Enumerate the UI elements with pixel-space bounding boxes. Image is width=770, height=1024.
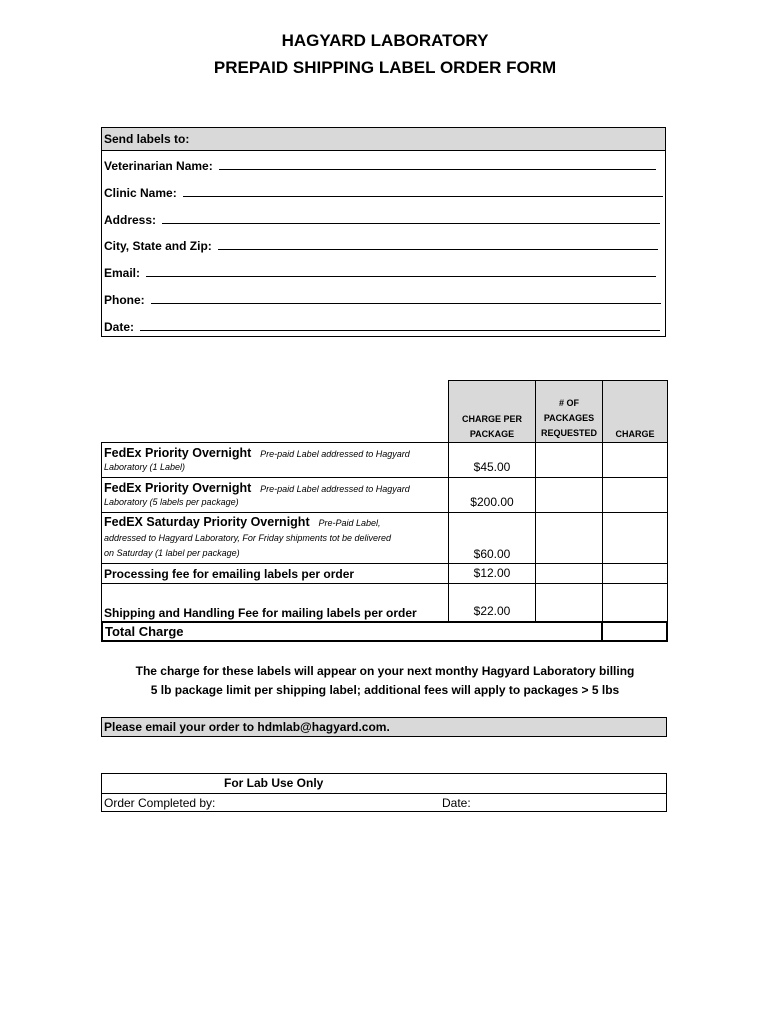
packages-input[interactable] [535,583,603,622]
form-subtitle: PREPAID SHIPPING LABEL ORDER FORM [213,58,557,77]
send-labels-section [101,127,666,337]
item-price: $60.00 [448,512,536,564]
total-charge-label: Total Charge [105,624,184,639]
email-field[interactable]: Email: [102,258,665,285]
phone-field[interactable]: Phone: [102,285,665,312]
packages-input[interactable] [535,477,603,513]
col-charge: CHARGE [602,380,668,443]
col-packages-requested: # OF PACKAGES REQUESTED [535,380,603,443]
form-title: HAGYARD LABORATORY [281,31,489,50]
charge-input[interactable] [602,583,668,622]
col-charge-per-package: CHARGE PER PACKAGE [448,380,536,443]
date-field[interactable]: Date: [102,312,665,339]
packages-input[interactable] [535,563,603,584]
item-price: $22.00 [448,583,536,622]
lab-use-heading: For Lab Use Only [102,774,666,794]
charge-input[interactable] [602,512,668,564]
item-row: Processing fee for emailing labels per order [101,563,449,584]
item-price: $45.00 [448,442,536,478]
charge-input[interactable] [602,442,668,478]
send-labels-heading: Send labels to: [102,128,665,151]
charge-input[interactable] [602,563,668,584]
total-charge-row [101,621,603,642]
lab-use-section [101,773,667,812]
packages-input[interactable] [535,512,603,564]
item-price: $200.00 [448,477,536,513]
address-field[interactable]: Address: [102,205,665,232]
city-state-zip-field[interactable]: City, State and Zip: [102,231,665,258]
item-row: FedEx Priority Overnight Pre-paid Label addressed to Hagyard Laboratory (5 labels per package) [101,477,449,513]
clinic-name-field[interactable]: Clinic Name: [102,178,665,205]
total-charge-input[interactable] [601,621,668,642]
item-row: FedEx Priority Overnight Pre-paid Label addressed to Hagyard Laboratory (1 Label) [101,442,449,478]
item-price: $12.00 [448,563,536,584]
billing-note: The charge for these labels will appear on your next monthy Hagyard Laboratory billing [135,664,635,678]
item-row: FedEX Saturday Priority Overnight Pre-Paid Label, addressed to Hagyard Laboratory, For Friday shipments tot be delivered on Saturday (1 label per package) [101,512,449,564]
charge-input[interactable] [602,477,668,513]
order-completed-by-label: Order Completed by: [104,796,216,810]
lab-date-label: Date: [442,796,471,810]
weight-limit-note: 5 lb package limit per shipping label; additional fees will apply to packages > 5 lbs [150,683,620,697]
item-row: Shipping and Handling Fee for mailing labels per order [101,583,449,622]
packages-input[interactable] [535,442,603,478]
email-instruction: Please email your order to hdmlab@hagyard.com. [101,717,667,737]
veterinarian-name-field[interactable]: Veterinarian Name: [102,151,665,178]
